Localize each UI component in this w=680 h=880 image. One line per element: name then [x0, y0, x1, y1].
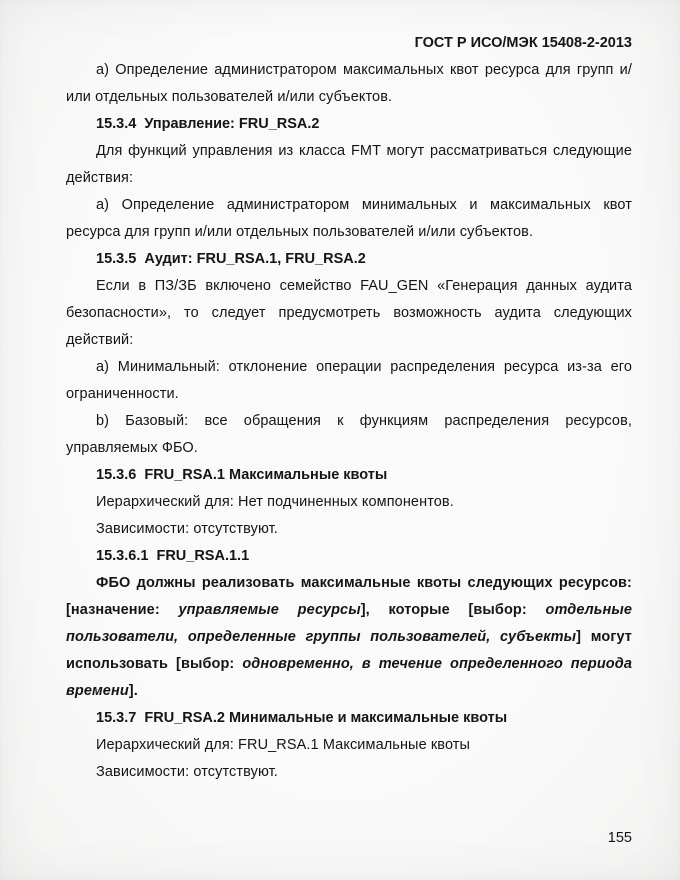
- heading-15-3-6-fru-rsa1: 15.3.6 FRU_RSA.1 Максимальные квоты: [96, 467, 388, 483]
- list-item-a-max-quotas: а) Определение администратором максимальных квот ресурса для групп и/или отдельных пользователей и/или субъектов.: [66, 62, 632, 105]
- requirement-run-plain: ФБО должны реализовать максимальные квоты следующих ресурсов: [назначение:: [66, 575, 632, 618]
- requirement-run-plain: ] могут использовать [выбор:: [66, 629, 633, 672]
- list-item-b-basic: b) Базовый: все обращения к функциям распределения ресурсов, управляемых ФБО.: [66, 413, 632, 456]
- paragraph-fmt-actions: Для функций управления из класса FMT могут рассматриваться следующие действия:: [66, 143, 632, 186]
- heading-15-3-6-1: 15.3.6.1 FRU_RSA.1.1: [96, 548, 250, 564]
- requirement-run-selection: одновременно, в течение определенного периода времени: [66, 656, 632, 699]
- heading-15-3-4-management: 15.3.4 Управление: FRU_RSA.2: [96, 116, 320, 132]
- running-header: ГОСТ Р ИСО/МЭК 15408-2-2013: [414, 35, 632, 51]
- list-item-a-minimal: а) Минимальный: отклонение операции распределения ресурса из-за его ограниченности.: [66, 359, 632, 402]
- paragraph-fau-gen: Если в ПЗ/ЗБ включено семейство FAU_GEN «Генерация данных аудита безопасности», то следует предусмотреть возможность аудита следующих действий:: [66, 278, 632, 348]
- heading-15-3-7-fru-rsa2: 15.3.7 FRU_RSA.2 Минимальные и максимальные квоты: [96, 710, 508, 726]
- requirement-run-selection: отдельные пользователи, определенные группы пользователей, субъекты: [66, 602, 633, 645]
- heading-15-3-5-audit: 15.3.5 Аудит: FRU_RSA.1, FRU_RSA.2: [96, 251, 366, 267]
- paragraph-hierarchical-fru-rsa1: Иерархический для: FRU_RSA.1 Максимальные квоты: [96, 737, 471, 753]
- requirement-run-plain: ].: [128, 683, 138, 699]
- requirement-paragraph: [66, 570, 632, 705]
- document-content: [66, 30, 632, 786]
- requirement-run-plain: ], которые [выбор:: [360, 602, 546, 618]
- paragraph-hierarchical-none: Иерархический для: Нет подчиненных компонентов.: [96, 494, 454, 510]
- list-item-a-min-max-quotas: а) Определение администратором минимальных и максимальных квот ресурса для групп и/или отдельных пользователей и/или субъектов.: [66, 197, 632, 240]
- requirement-run-assignment: управляемые ресурсы: [178, 602, 361, 618]
- paragraph-dependencies-none-1: Зависимости: отсутствуют.: [96, 521, 278, 537]
- page-number: 155: [607, 830, 632, 846]
- paragraph-dependencies-none-2: Зависимости: отсутствуют.: [96, 764, 278, 780]
